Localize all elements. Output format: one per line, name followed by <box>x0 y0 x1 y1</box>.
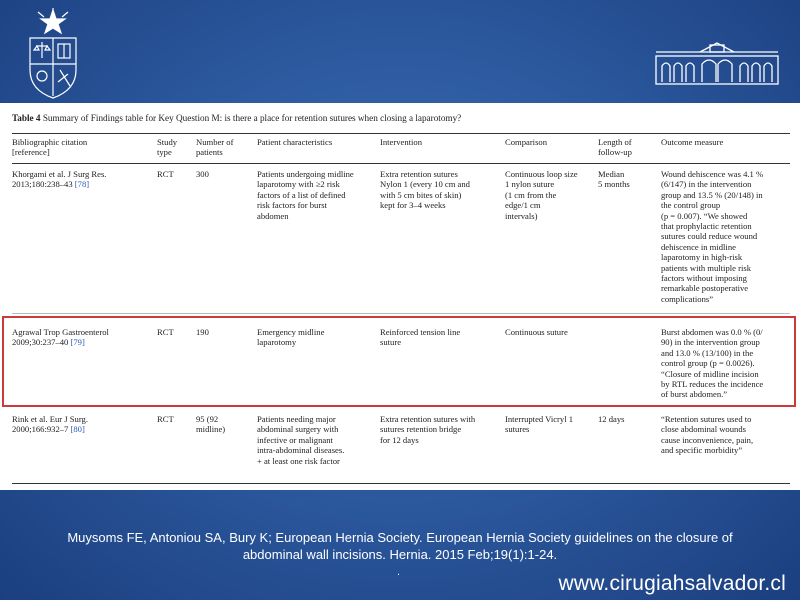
table-row-2-citation <box>12 327 154 348</box>
footer-dot: . <box>397 566 401 578</box>
table-top-rule <box>12 133 790 134</box>
table-number: Table 4 <box>12 113 41 123</box>
table-row-3-citation <box>12 414 154 435</box>
table-row-1-citation <box>12 169 154 190</box>
table-row-1-characteristics: Patients undergoing midline laparotomy with ≥2 risk factors of a list of defined risk factors for burst abdomen <box>257 169 354 221</box>
header-study-type: Study type <box>157 137 178 158</box>
table-title <box>12 113 461 123</box>
table-row-1-outcome: Wound dehiscence was 4.1 % (6/147) in the intervention group and 13.5 % (20/148) in the control group (p = 0.007). “We showed that prophylactic retention sutures could reduce wound dehiscence in midline laparotomy in high-risk patients with multiple risk factors without imposing remarkable postoperative complications” <box>661 169 764 304</box>
source-citation-line-1: Muysoms FE, Antoniou SA, Bury K; European Hernia Society. European Hernia Society guidelines on the closure of <box>67 530 733 545</box>
row-divider-1 <box>12 313 790 314</box>
table-row-3-type: RCT <box>157 414 174 424</box>
row-3-citation-text: Rink et al. Eur J Surg. 2000;166:932–7 <box>12 414 88 435</box>
table-row-3-patients-count: 95 (92 midline) <box>196 414 226 435</box>
row-2-citation-text: Agrawal Trop Gastroenterol 2009;30:237–40 <box>12 327 109 348</box>
table-row-1-followup: Median 5 months <box>598 169 630 190</box>
header-length-followup: Length of follow-up <box>598 137 632 158</box>
table-row-1-comparison: Continuous loop size 1 nylon suture (1 cm from the edge/1 cm intervals) <box>505 169 578 221</box>
row-2-reference-link[interactable]: [79] <box>70 337 85 348</box>
table-row-2-intervention: Reinforced tension line suture <box>380 327 461 348</box>
header-patient-characteristics: Patient characteristics <box>257 137 333 147</box>
table-caption: Summary of Findings table for Key Question M: is there a place for retention sutures when closing a laparotomy? <box>40 113 462 123</box>
table-row-3-followup: 12 days <box>598 414 625 424</box>
source-citation-line-2: abdominal wall incisions. Hernia. 2015 Feb;19(1):1-24. <box>242 547 558 562</box>
header-bottom-rule <box>12 163 790 164</box>
header-citation: Bibliographic citation [reference] <box>12 137 88 158</box>
table-row-3-intervention: Extra retention sutures with sutures retention bridge for 12 days <box>380 414 476 445</box>
row-1-citation-text: Khorgami et al. J Surg Res. 2013;180:238–43 <box>12 169 107 190</box>
row-1-reference-link[interactable]: [78] <box>74 179 90 190</box>
header-number-patients: Number of patients <box>196 137 234 158</box>
table-row-3-comparison: Interrupted Vicryl 1 sutures <box>505 414 574 435</box>
table-row-2-type: RCT <box>157 327 174 337</box>
header-intervention: Intervention <box>380 137 422 147</box>
table-row-3-outcome: “Retention sutures used to close abdominal wounds cause inconvenience, pain, and specific morbidity” <box>661 414 754 456</box>
table-row-2-comparison: Continuous suture <box>505 327 568 337</box>
source-citation <box>20 529 780 563</box>
university-crest-logo <box>22 8 84 100</box>
findings-table-panel <box>0 103 800 490</box>
header-comparison: Comparison <box>505 137 548 147</box>
table-row-1-patients-count: 300 <box>196 169 209 179</box>
table-row-2-characteristics: Emergency midline laparotomy <box>257 327 325 348</box>
table-row-3-characteristics: Patients needing major abdominal surgery with infective or malignant intra-abdominal diseases. + at least one risk factor <box>257 414 345 466</box>
table-row-2-patients-count: 190 <box>196 327 209 337</box>
table-bottom-rule <box>12 483 790 484</box>
row-3-reference-link[interactable]: [80] <box>70 424 85 435</box>
table-row-1-type: RCT <box>157 169 174 179</box>
header-outcome-measure: Outcome measure <box>661 137 724 147</box>
hospital-building-logo <box>654 42 780 86</box>
table-row-1-intervention: Extra retention sutures Nylon 1 (every 10 cm and with 5 cm bites of skin) kept for 3–4 weeks <box>380 169 470 211</box>
website-url[interactable]: www.cirugiahsalvador.cl <box>558 572 786 595</box>
table-row-2-outcome: Burst abdomen was 0.0 % (0/ 90) in the intervention group and 13.0 % (13/100) in the control group (p = 0.0026). “Closure of midline incision by RTL reduces the incidence of burst abdomen.” <box>661 327 764 400</box>
